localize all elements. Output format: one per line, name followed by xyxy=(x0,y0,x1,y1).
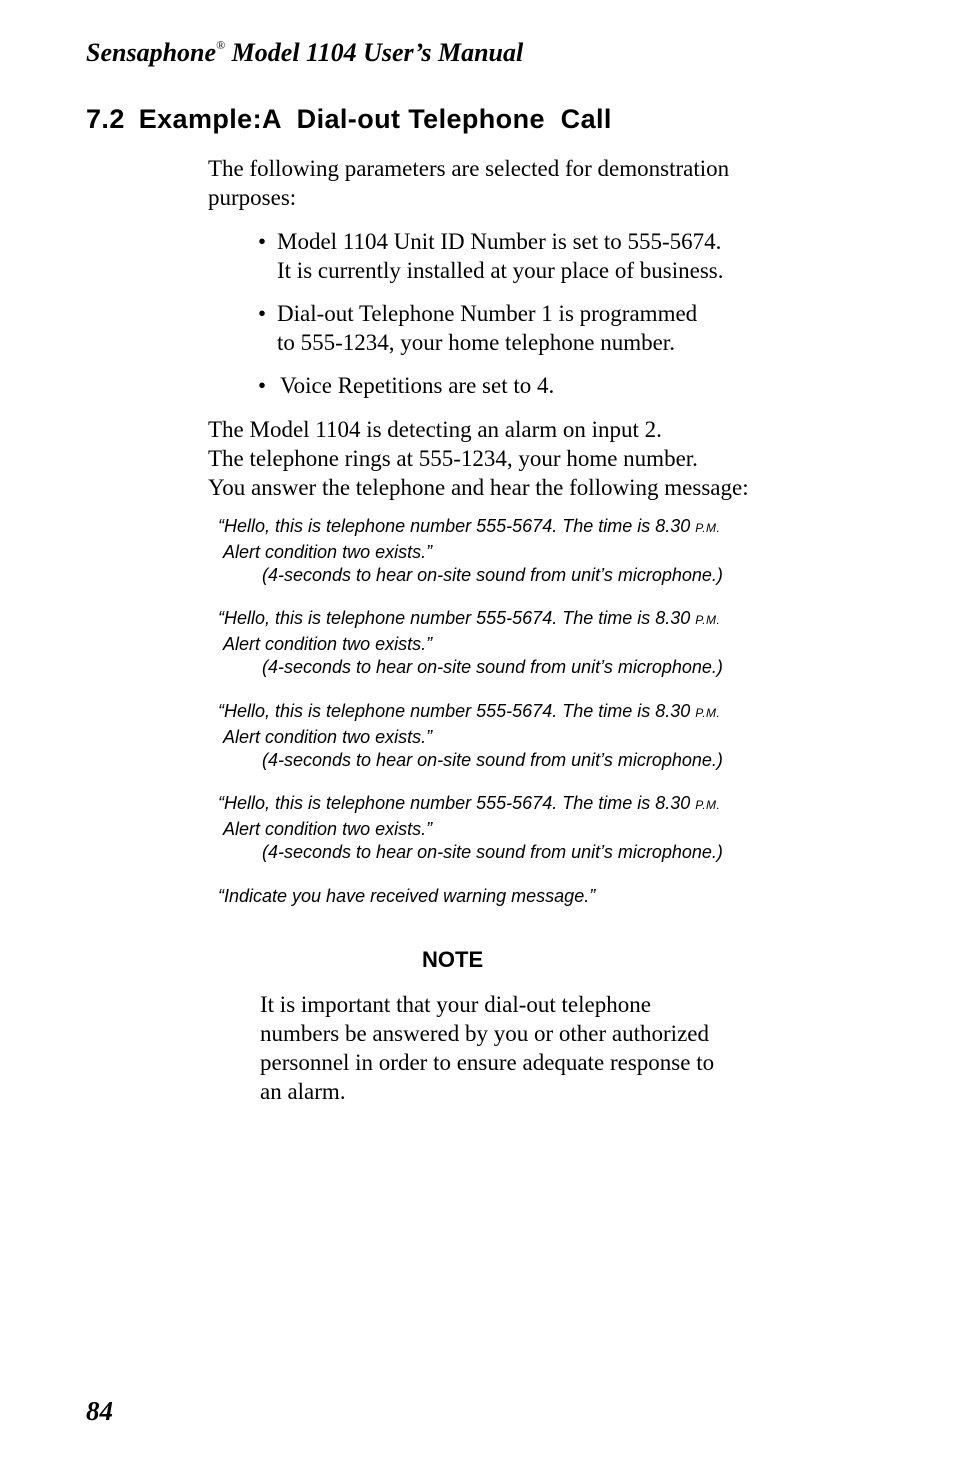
bullet-symbol: • xyxy=(258,301,267,326)
manual-title: Model 1104 User’s Manual xyxy=(225,38,524,67)
note-line: personnel in order to ensure adequate response to xyxy=(260,1050,715,1075)
bullet-text: Dial-out Telephone Number 1 is programmed xyxy=(277,301,698,326)
bullet-text: Model 1104 Unit ID Number is set to 555-5674. xyxy=(277,229,722,254)
section-number: 7.2 xyxy=(86,104,125,134)
alarm-paragraph xyxy=(208,415,749,502)
message-ampm: P.M. xyxy=(695,706,721,720)
note-heading: NOTE xyxy=(422,947,484,972)
message-line: “Hello, this is telephone number 555-5674. The time is 8.30 xyxy=(218,516,696,536)
message-line: Alert condition two exists.” xyxy=(223,818,433,839)
bullet-symbol: • xyxy=(258,229,267,254)
bullet-symbol: • xyxy=(258,373,267,398)
bullet-item xyxy=(258,227,723,285)
bullet-item xyxy=(258,299,697,357)
voice-message xyxy=(218,607,723,680)
running-header xyxy=(86,38,523,68)
note-line: an alarm. xyxy=(260,1079,346,1104)
message-ampm: P.M. xyxy=(695,798,721,812)
message-pause-note: (4-seconds to hear on-site sound from unit’s microphone.) xyxy=(262,842,723,862)
bullet-text-continued: It is currently installed at your place of business. xyxy=(277,258,724,283)
message-line: Alert condition two exists.” xyxy=(223,541,433,562)
note-line: numbers be answered by you or other authorized xyxy=(260,1021,709,1046)
message-pause-note: (4-seconds to hear on-site sound from unit’s microphone.) xyxy=(262,657,723,677)
registered-mark: ® xyxy=(216,38,226,52)
final-voice-message: “Indicate you have received warning message.” xyxy=(218,886,596,906)
message-line: “Hello, this is telephone number 555-5674. The time is 8.30 xyxy=(218,701,696,721)
message-ampm: P.M. xyxy=(695,521,721,535)
alarm-line: The telephone rings at 555-1234, your home number. xyxy=(208,446,698,471)
message-line: “Hello, this is telephone number 555-5674. The time is 8.30 xyxy=(218,608,696,628)
intro-paragraph xyxy=(208,154,729,212)
bullet-text-continued: to 555-1234, your home telephone number. xyxy=(277,330,675,355)
alarm-line: The Model 1104 is detecting an alarm on input 2. xyxy=(208,417,662,442)
message-pause-note: (4-seconds to hear on-site sound from unit’s microphone.) xyxy=(262,565,723,585)
message-pause-note: (4-seconds to hear on-site sound from unit’s microphone.) xyxy=(262,750,723,770)
voice-message xyxy=(218,700,723,773)
section-title: Example:A Dial-out Telephone Call xyxy=(138,104,612,134)
voice-message xyxy=(218,515,723,588)
intro-line: purposes: xyxy=(208,185,297,210)
bullet-item xyxy=(258,371,554,400)
message-ampm: P.M. xyxy=(695,613,721,627)
message-line: Alert condition two exists.” xyxy=(223,726,433,747)
note-line: It is important that your dial-out telephone xyxy=(260,992,651,1017)
bullet-text: Voice Repetitions are set to 4. xyxy=(280,373,555,398)
voice-message xyxy=(218,792,723,865)
message-line: Alert condition two exists.” xyxy=(223,633,433,654)
intro-line: The following parameters are selected for demonstration xyxy=(208,156,730,181)
section-heading xyxy=(86,104,612,135)
brand-name: Sensaphone xyxy=(86,38,217,67)
note-body xyxy=(260,990,714,1106)
page-number: 84 xyxy=(86,1396,113,1426)
alarm-line: You answer the telephone and hear the following message: xyxy=(208,475,749,500)
message-line: “Hello, this is telephone number 555-5674. The time is 8.30 xyxy=(218,793,696,813)
